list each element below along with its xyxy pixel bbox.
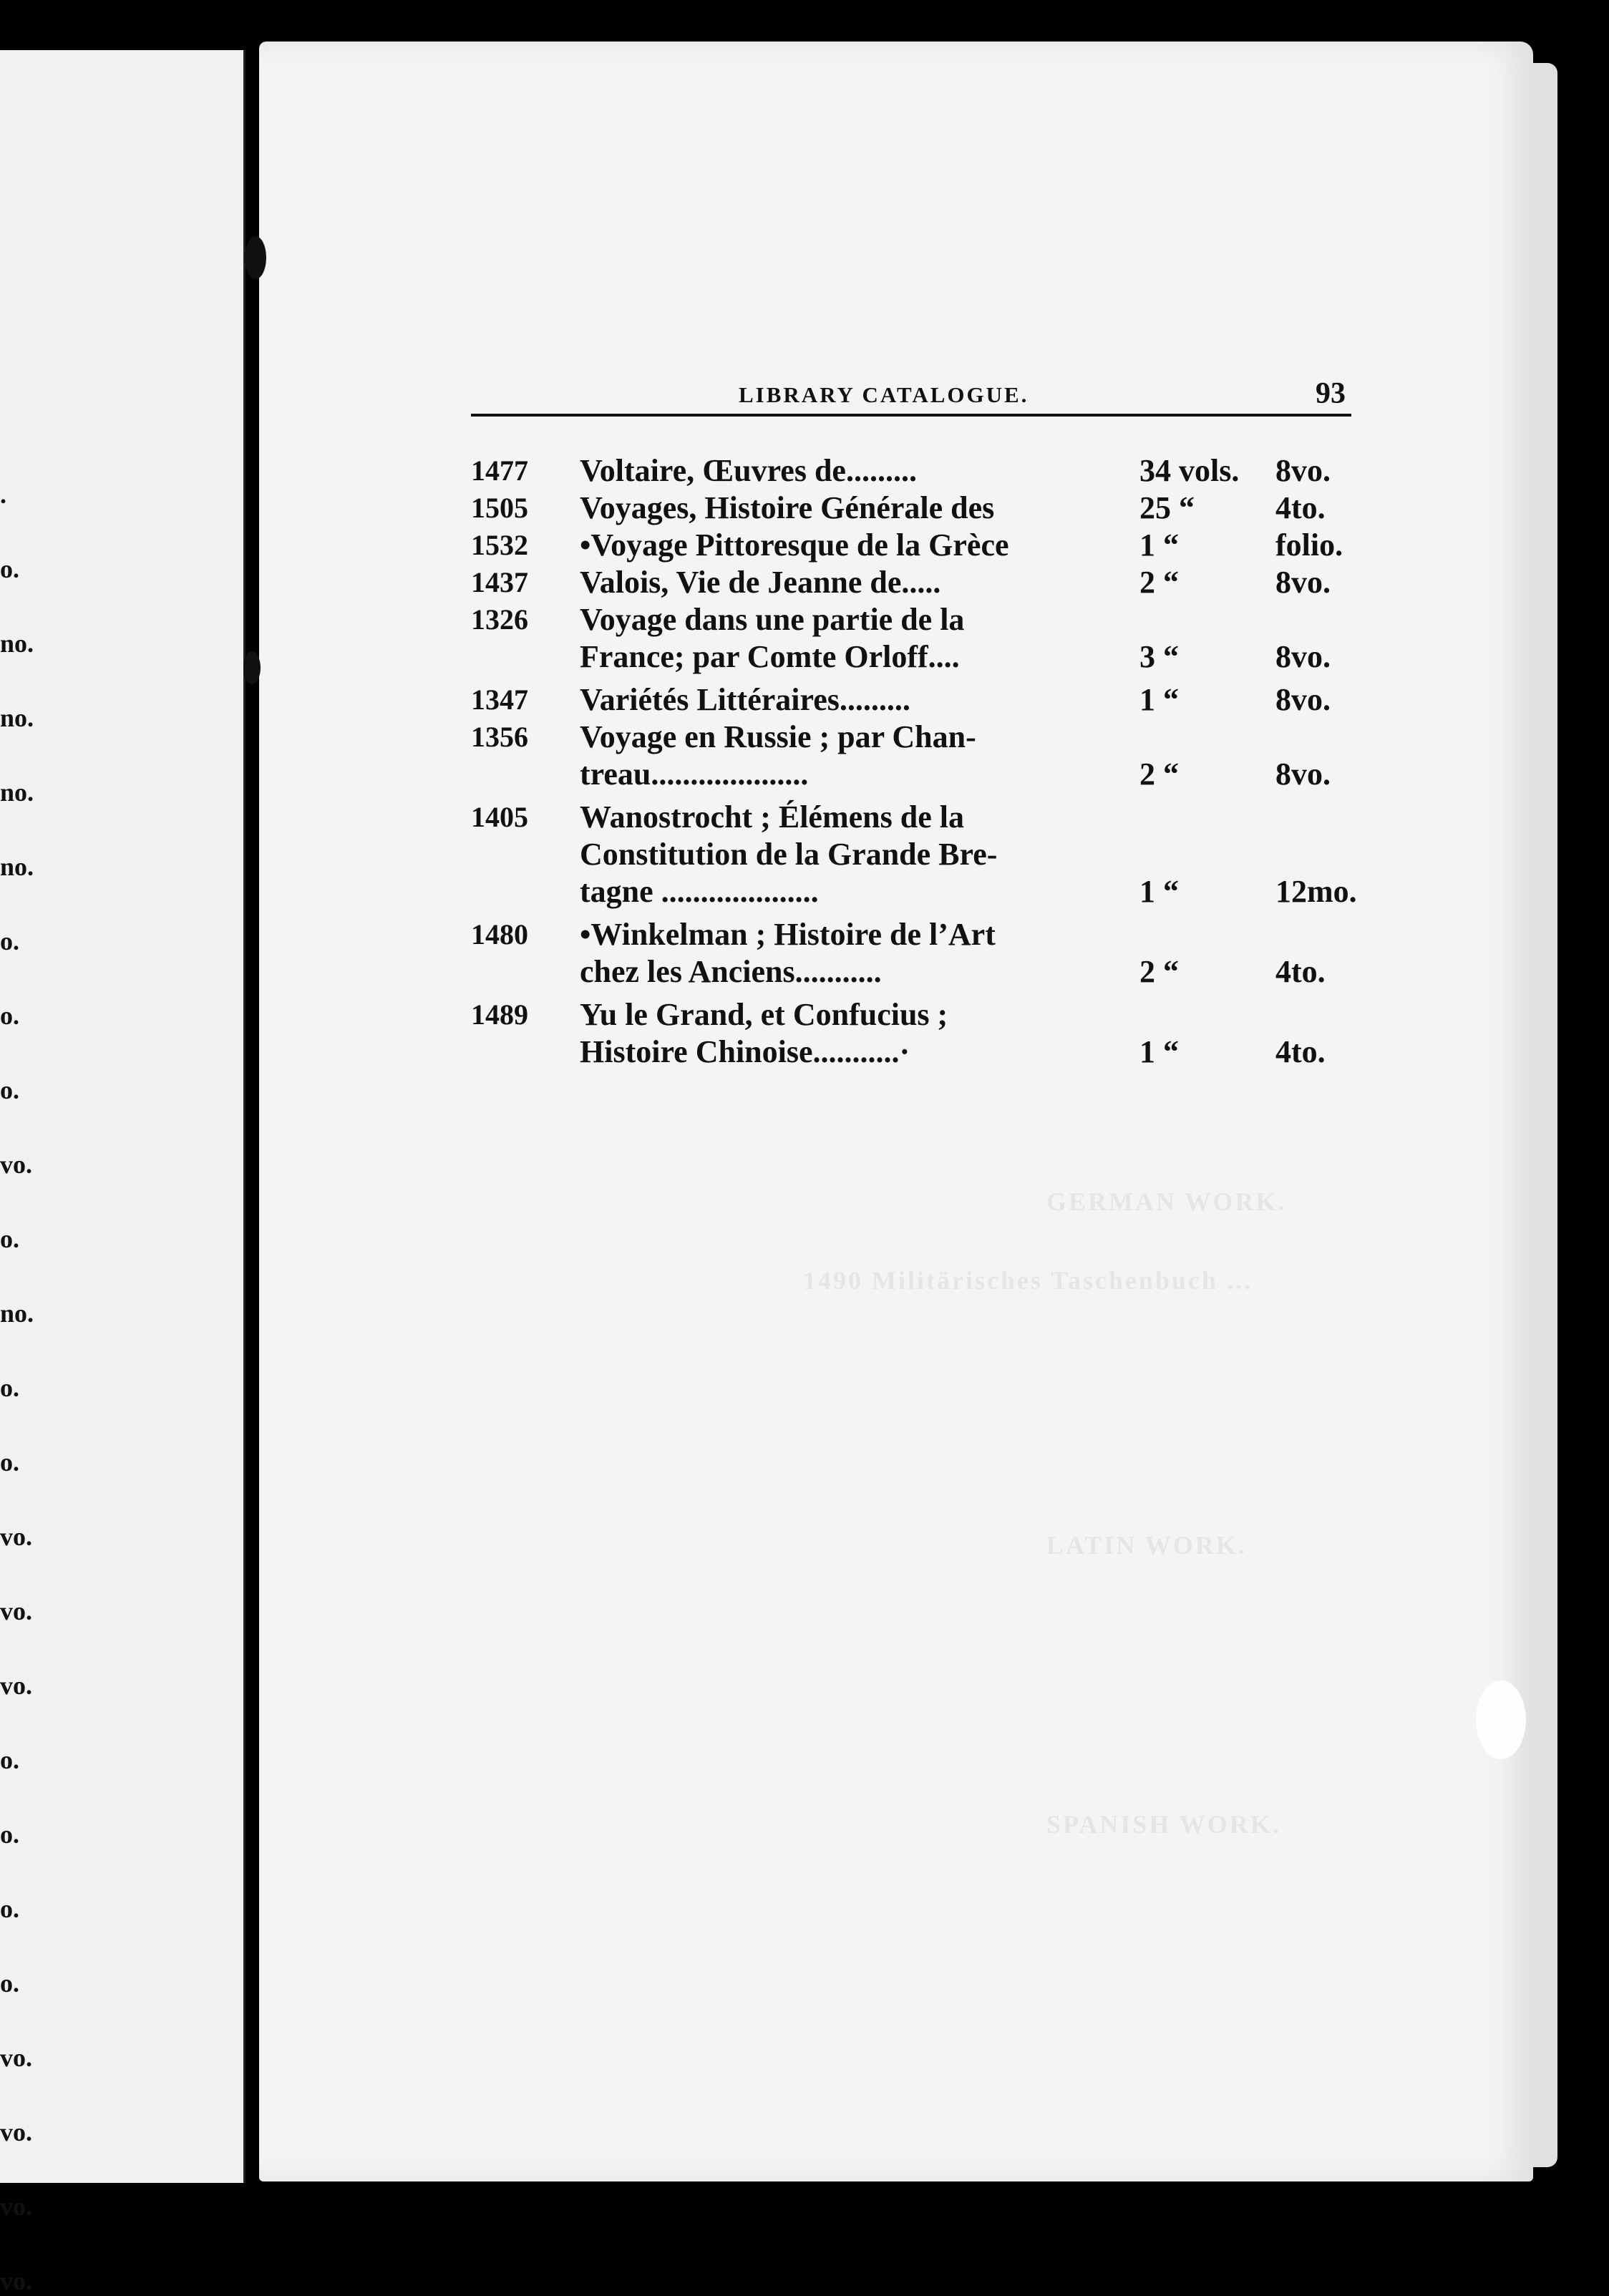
entry-number: 1489 [471, 998, 528, 1031]
entry-format: 4to. [1275, 490, 1326, 525]
entry-title-line: Wanostrocht ; Élémens de la [580, 799, 964, 835]
catalogue-page [259, 42, 1533, 2181]
paper-blemish [1476, 1680, 1526, 1759]
facing-page-fragment: o. [0, 1969, 19, 1998]
entry-title-line: Voyages, Histoire Générale des [580, 490, 995, 525]
entry-title-line: Voltaire, Œuvres de......... [580, 453, 917, 488]
entry-number: 1477 [471, 454, 528, 487]
bleed-through-text-4: SPANISH WORK. [1046, 1810, 1281, 1839]
facing-page-fragment: vo. [0, 1597, 32, 1625]
facing-page-fragment: o. [0, 1820, 19, 1849]
header-rule [471, 414, 1351, 417]
entry-title-line: tagne .................... [580, 874, 819, 909]
entry-title-line: Variétés Littéraires......... [580, 682, 910, 717]
facing-page-fragment: vo. [0, 2118, 32, 2146]
facing-page-left [0, 50, 246, 2295]
entry-volumes: 1 “ [1139, 527, 1179, 563]
bleed-through-text: GERMAN WORK. [1046, 1187, 1287, 1216]
entry-volumes: 25 “ [1139, 490, 1195, 525]
entry-format: 8vo. [1275, 757, 1331, 792]
facing-page-fragment: no. [0, 1299, 34, 1328]
facing-page-fragment: o. [0, 1076, 19, 1104]
facing-page-fragment: vo. [0, 2192, 32, 2221]
entry-title-line: treau.................... [580, 757, 809, 792]
facing-page-fragment: vo. [0, 1522, 32, 1551]
entry-format: 8vo. [1275, 565, 1331, 600]
entry-number: 1505 [471, 492, 528, 524]
entry-number: 1356 [471, 721, 528, 753]
entry-title-line: France; par Comte Orloff.... [580, 639, 960, 674]
entry-number: 1532 [471, 529, 528, 561]
entry-volumes: 1 “ [1139, 682, 1179, 717]
entry-volumes: 34 vols. [1139, 453, 1240, 488]
bleed-through-text-3: LATIN WORK. [1046, 1531, 1247, 1560]
entry-format: 8vo. [1275, 453, 1331, 488]
entry-title-line: Voyage dans une partie de la [580, 602, 965, 637]
facing-page-fragment: o. [0, 555, 19, 583]
entry-format: folio. [1275, 527, 1343, 563]
page-number: 93 [1316, 377, 1346, 410]
entry-number: 1437 [471, 566, 528, 598]
facing-page-fragment: no. [0, 778, 34, 807]
facing-page-text-fragments [0, 50, 243, 2295]
entry-volumes: 2 “ [1139, 757, 1179, 792]
entry-format: 12mo. [1275, 874, 1357, 909]
entry-volumes: 3 “ [1139, 639, 1179, 674]
facing-page-fragment: no. [0, 852, 34, 881]
page-edge [1533, 63, 1557, 2167]
bleed-through-text-2: 1490 Militärisches Taschenbuch ... [803, 1266, 1253, 1295]
entry-volumes: 1 “ [1139, 874, 1179, 909]
entry-number: 1326 [471, 603, 528, 636]
entry-format: 8vo. [1275, 639, 1331, 674]
entry-volumes: 2 “ [1139, 954, 1179, 989]
facing-page-fragment: o. [0, 1225, 19, 1253]
entry-title-line: Constitution de la Grande Bre- [580, 837, 998, 872]
facing-page-fragment: o. [0, 1001, 19, 1030]
entry-title-line: chez les Anciens........... [580, 954, 882, 989]
facing-page-fragment: o. [0, 1894, 19, 1923]
entry-title-line: Voyage en Russie ; par Chan- [580, 719, 976, 754]
facing-page-fragment: vo. [0, 1671, 32, 1700]
facing-page-fragment: . [0, 480, 6, 509]
entry-format: 8vo. [1275, 682, 1331, 717]
entry-volumes: 1 “ [1139, 1034, 1179, 1069]
entry-title-line: •Winkelman ; Histoire de l’Art [580, 917, 996, 952]
facing-page-fragment: o. [0, 1746, 19, 1774]
facing-page-fragment: no. [0, 704, 34, 732]
facing-page-fragment: o. [0, 1373, 19, 1402]
entry-title-line: •Voyage Pittoresque de la Grèce [580, 527, 1009, 563]
facing-page-fragment: o. [0, 927, 19, 955]
facing-page-fragment: no. [0, 629, 34, 658]
facing-page-fragment: vo. [0, 2043, 32, 2072]
entry-format: 4to. [1275, 1034, 1326, 1069]
entry-title-line: Valois, Vie de Jeanne de..... [580, 565, 941, 600]
entry-volumes: 2 “ [1139, 565, 1179, 600]
entry-title-line: Histoire Chinoise...........· [580, 1034, 910, 1069]
entry-number: 1480 [471, 918, 528, 950]
running-title: LIBRARY CATALOGUE. [739, 382, 1029, 407]
page-header [259, 342, 1404, 410]
facing-page-fragment: vo. [0, 2267, 32, 2295]
binding-mark [245, 236, 266, 279]
entry-number: 1405 [471, 801, 528, 833]
binding-mark-2 [243, 651, 261, 684]
entry-format: 4to. [1275, 954, 1326, 989]
entry-title-line: Yu le Grand, et Confucius ; [580, 997, 948, 1032]
facing-page-fragment: vo. [0, 1150, 32, 1179]
entry-number: 1347 [471, 684, 528, 716]
facing-page-fragment: o. [0, 1448, 19, 1477]
